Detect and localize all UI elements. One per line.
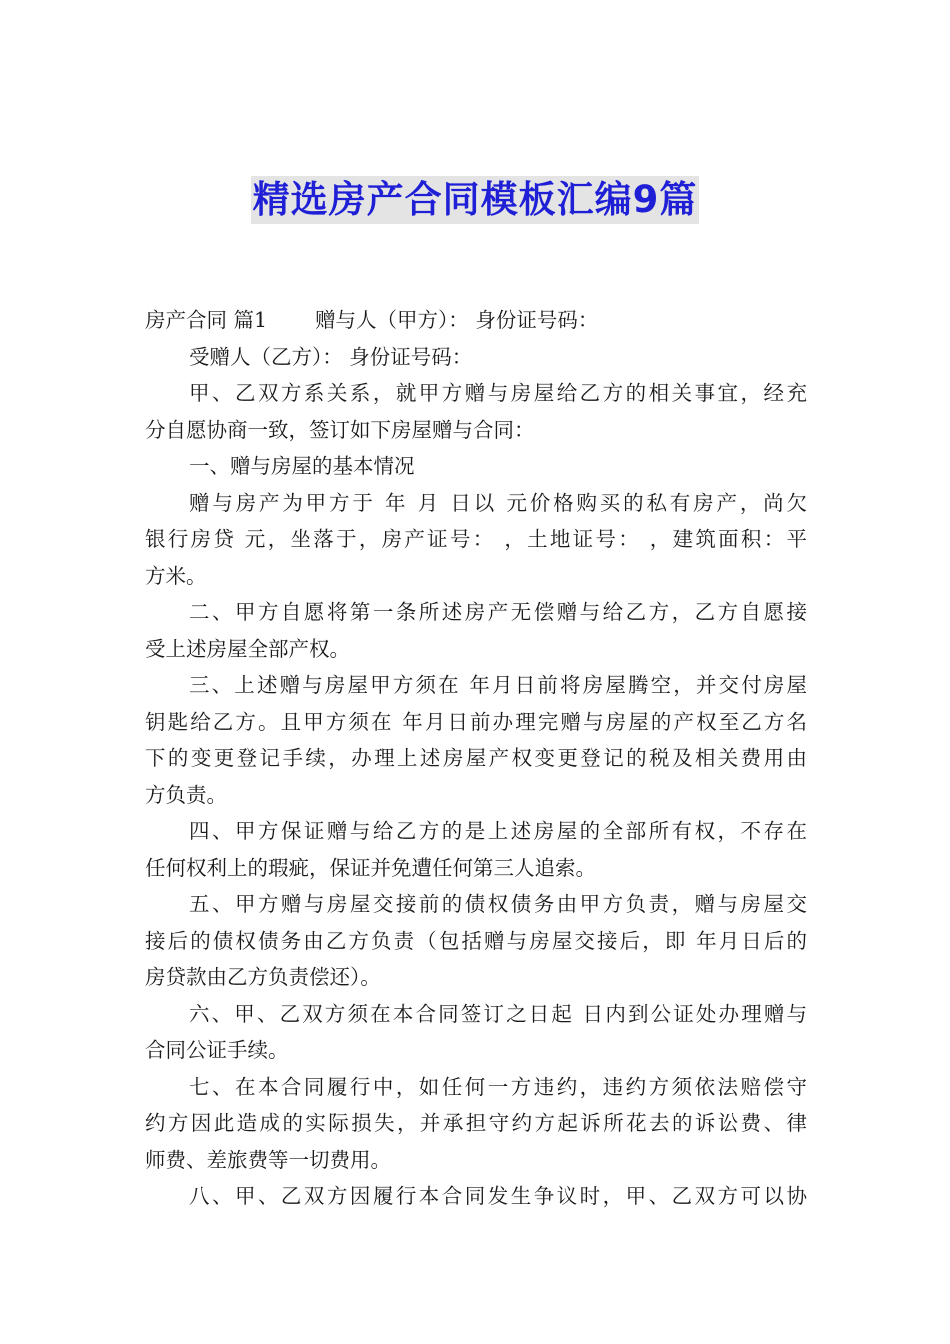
paragraph-line: 下的变更登记手续，办理上述房屋产权变更登记的税及相关费用由 bbox=[145, 746, 807, 770]
paragraph-line: 银行房贷 元，坐落于，房产证号： ，土地证号： ，建筑面积：平 bbox=[145, 527, 807, 551]
header-line bbox=[145, 302, 807, 339]
paragraph-line: 受赠人（乙方）： 身份证号码： bbox=[189, 344, 473, 369]
paragraph-line: 分自愿协商一致，签订如下房屋赠与合同： bbox=[145, 417, 535, 442]
paragraph-line: 七、在本合同履行中，如任何一方违约，违约方须依法赔偿守 bbox=[189, 1074, 807, 1099]
paragraph-line: 甲、乙双方系关系，就甲方赠与房屋给乙方的相关事宜，经充 bbox=[189, 381, 807, 405]
paragraph-line: 师费、差旅费等一切费用。 bbox=[145, 1147, 391, 1172]
paragraph-line: 合同公证手续。 bbox=[145, 1038, 289, 1062]
paragraph-line: 赠与房产为甲方于 年 月 日以 元价格购买的私有房产，尚欠 bbox=[189, 490, 807, 515]
paragraph-line: 方米。 bbox=[145, 563, 207, 588]
paragraph-line: 二、甲方自愿将第一条所述房产无偿赠与给乙方，乙方自愿接 bbox=[189, 600, 807, 624]
paragraph-line: 受上述房屋全部产权。 bbox=[145, 636, 350, 661]
paragraph-line: 方负责。 bbox=[145, 782, 227, 807]
paragraph-line: 八、甲、乙双方因履行本合同发生争议时，甲、乙双方可以协 bbox=[189, 1184, 807, 1208]
donor-info: 赠与人（甲方）： 身份证号码： bbox=[315, 308, 599, 332]
paragraph-line: 钥匙给乙方。且甲方须在 年月日前办理完赠与房屋的产权至乙方名 bbox=[145, 709, 807, 734]
paragraph-line: 三、上述赠与房屋甲方须在 年月日前将房屋腾空，并交付房屋 bbox=[189, 673, 807, 697]
paragraph-line: 一、赠与房屋的基本情况 bbox=[189, 454, 415, 478]
paragraph-line: 五、甲方赠与房屋交接前的债权债务由甲方负责，赠与房屋交 bbox=[189, 892, 807, 916]
paragraph-line: 约方因此造成的实际损失，并承担守约方起诉所花去的诉讼费、律 bbox=[145, 1111, 807, 1135]
paragraph-line: 六、甲、乙双方须在本合同签订之日起 日内到公证处办理赠与 bbox=[189, 1001, 807, 1026]
section-heading: 房产合同 篇1 bbox=[145, 308, 268, 332]
document-body bbox=[145, 302, 807, 1215]
paragraph-line: 房贷款由乙方负责偿还）。 bbox=[145, 965, 381, 989]
paragraph-line: 四、甲方保证赠与给乙方的是上述房屋的全部所有权，不存在 bbox=[189, 819, 807, 843]
paragraph-line: 接后的债权债务由乙方负责（包括赠与房屋交接后，即 年月日后的 bbox=[145, 928, 807, 953]
document-title: 精选房产合同模板汇编9篇 bbox=[251, 176, 700, 224]
paragraph-line: 任何权利上的瑕疵，保证并免遭任何第三人追索。 bbox=[145, 855, 596, 880]
title-container bbox=[0, 176, 950, 224]
